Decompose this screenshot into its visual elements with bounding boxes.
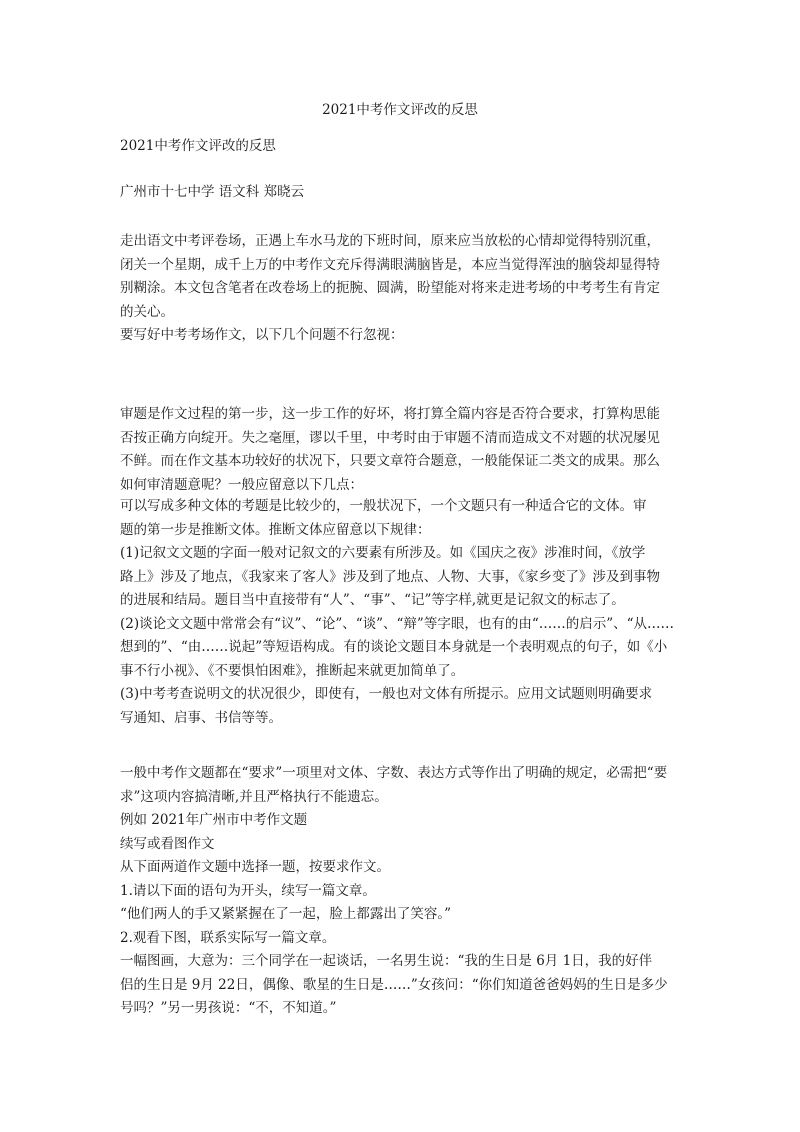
paragraph-line: 审题是作文过程的第一步，这一步工作的好坏，将打算全篇内容是否符合要求，打算构思能 [120, 406, 660, 422]
paragraph-line: 1.请以下面的语句为开头，续写一篇文章。 [120, 882, 376, 899]
paragraph-line: 如何审清题意呢？一般应留意以下几点： [120, 476, 363, 493]
paragraph-line: 不鲜。而在作文基本功较好的状况下，只要文章符合题意，一般能保证二类文的成果。那么 [120, 453, 660, 469]
paragraph-line: (1)记叙文文题的字面一般对记叙文的六要素有所涉及。如《国庆之夜》涉准时间，《放学 [120, 545, 646, 561]
paragraph-line: 侣的生日是 9月 22日，偶像、歌星的生日是……”女孩问：“你们知道爸爸妈妈的生日是多少 [120, 976, 668, 993]
author-line-text: 广州市十七中学 语文科 郑晓云 [120, 184, 305, 200]
paragraph-line: “他们两人的手又紧紧握在了一起，脸上都露出了笑容。” [120, 906, 452, 922]
paragraph-line: 的进展和结局。题目当中直接带有“人”、“事”、“记”等字样,就更是记叙文的标志了。 [120, 592, 625, 608]
paragraph-line: 闭关一个星期，成千上万的中考作文充斥得满眼满脑皆是，本应当觉得浑浊的脑袋却显得特 [120, 256, 660, 273]
genre-rules-paragraph [120, 495, 688, 730]
paragraph-line: 从下面两道作文题中选择一题，按要求作文。 [120, 859, 390, 875]
intro-paragraph [120, 230, 688, 348]
document-title: 2021中考作文评改的反思 [322, 102, 478, 118]
paragraph-line: 要写好中考考场作文，以下几个问题不行忽视： [120, 327, 404, 343]
exam-example-paragraph [120, 762, 688, 1021]
paragraph-line: 题的第一步是推断文体。推断文体应留意以下规律： [120, 521, 431, 538]
paragraph-line: 一般中考作文题都在“要求”一项里对文体、字数、表达方式等作出了明确的规定，必需把“要 [120, 765, 668, 781]
paragraph-line: 别糊涂。本文包含笔者在改卷场上的扼腕、圆满，盼望能对将来走进考场的中考考生有肯定 [120, 280, 660, 296]
article-heading-text: 2021中考作文评改的反思 [120, 138, 276, 154]
paragraph-line: 的关心。 [120, 303, 174, 320]
paragraph-line: 续写或看图作文 [120, 835, 215, 852]
paragraph-line: 可以写成多种文体的考题是比较少的，一般状况下，一个文题只有一种适合它的文体。审 [120, 498, 647, 514]
topic-review-paragraph [120, 403, 688, 497]
paragraph-line: 2.观看下图，联系实际写一篇文章。 [120, 929, 336, 946]
paragraph-line: 路上》涉及了地点，《我家来了客人》涉及到了地点、人物、大事，《家乡变了》涉及到事物 [120, 568, 660, 585]
paragraph-line: 写通知、启事、书信等等。 [120, 709, 282, 726]
paragraph-line: 例如 2021年广州市中考作文题 [120, 812, 308, 828]
paragraph-line: (3)中考考查说明文的状况很少，即使有，一般也对文体有所提示。应用文试题则明确要求 [120, 686, 653, 702]
paragraph-line: (2)谈论文文题中常常会有“议”、“论”、“谈”、“辩”等字眼，也有的由“……的启示”、“从…… [120, 615, 675, 632]
author-line [120, 181, 688, 205]
paragraph-line: 求”这项内容搞清晰,并且严格执行不能遗忘。 [120, 788, 388, 805]
paragraph-line: 一幅图画，大意为：三个同学在一起谈话，一名男生说：“我的生日是 6月 1日，我的好伴 [120, 953, 653, 969]
paragraph-line: 想到的”、“由……说起”等短语构成。有的谈论文题目本身就是一个表明观点的句子，如《小 [120, 639, 668, 655]
paragraph-line: 事不行小视》、《不要惧怕困难》，推断起来就更加简单了。 [120, 662, 465, 679]
paragraph-line: 号吗？”另一男孩说：“不，不知道。” [120, 1000, 337, 1016]
article-heading [120, 135, 688, 159]
paragraph-line: 走出语文中考评卷场，正遇上车水马龙的下班时间，原来应当放松的心情却觉得特别沉重， [120, 233, 660, 249]
paragraph-line: 否按正确方向绽开。失之毫厘，谬以千里，中考时由于审题不清而造成文不对题的状况屡见 [120, 429, 660, 446]
